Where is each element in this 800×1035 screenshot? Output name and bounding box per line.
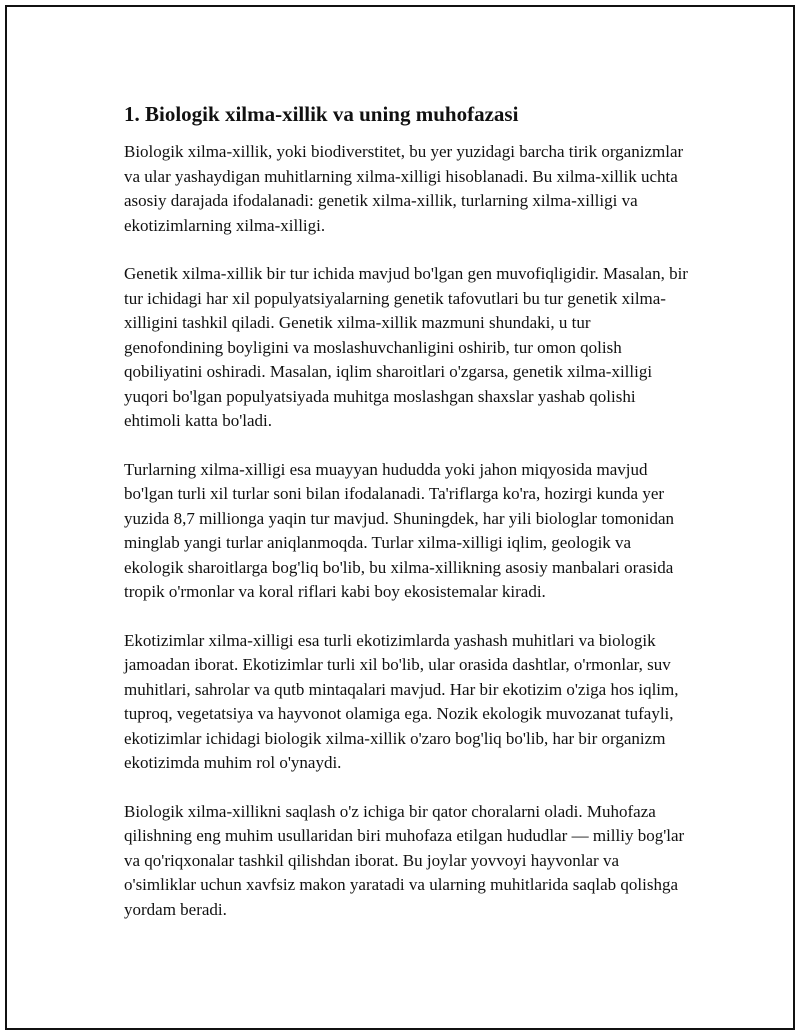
section-title: 1. Biologik xilma-xillik va uning muhofazasi xyxy=(124,102,519,126)
document-body xyxy=(124,100,692,946)
paragraph-conservation: Biologik xilma-xillikni saqlash o'z ichiga bir qator choralarni oladi. Muhofaza qilishning eng muhim usullaridan biri muhofaza etilgan hududlar — milliy bog'lar va qo'riqxonalar tashkil qilishdan iborat. Bu joylar yovvoyi hayvonlar va o'simliklar uchun xavfsiz makon yaratadi va ularning muhitlarida saqlab qolishga yordam beradi. xyxy=(124,801,685,919)
page-frame xyxy=(5,5,795,1030)
paragraph-intro: Biologik xilma-xillik, yoki biodiverstitet, bu yer yuzidagi barcha tirik organizmlar va ular yashaydigan muhitlarning xilma-xilligi hisoblanadi. Bu xilma-xillik uchta asosiy darajada ifodalanadi: genetik xilma-xillik, turlarning xilma-xilligi va ekotizimlarning xilma-xilligi. xyxy=(124,142,684,235)
paragraph-ecosystem-diversity: Ekotizimlar xilma-xilligi esa turli ekotizimlarda yashash muhitlari va biologik jamoadan iborat. Ekotizimlar turli xil bo'lib, ular orasida dashtlar, o'rmonlar, suv muhitlari, sahrolar va qutb mintaqalari mavjud. Har bir ekotizim o'ziga hos iqlim, tuproq, vegetatsiya va hayvonot olamiga ega. Nozik ekologik muvozanat tufayli, ekotizimlar ichidagi biologik xilma-xillik o'zaro bog'liq bo'lib, har bir organizm ekotizimda muhim rol o'ynaydi. xyxy=(124,630,679,772)
paragraph-genetic-diversity: Genetik xilma-xillik bir tur ichida mavjud bo'lgan gen muvofiqligidir. Masalan, bir tur ichidagi har xil populyatsiyalarning genetik tafovutlari bu tur genetik xilma-xilligini tashkil qiladi. Genetik xilma-xillik mazmuni shundaki, u tur genofondining boyligini va moslashuvchanligini oshirib, tur omon qolish qobiliyatini oshiradi. Masalan, iqlim sharoitlari o'zgarsa, genetik xilma-xilligi yuqori bo'lgan populyatsiyada muhitga moslashgan shaxslar yashab qolishi ehtimoli katta bo'ladi. xyxy=(124,264,688,430)
paragraph-species-diversity: Turlarning xilma-xilligi esa muayyan hududda yoki jahon miqyosida mavjud bo'lgan turli xil turlar soni bilan ifodalanadi. Ta'riflarga ko'ra, hozirgi kunda yer yuzida 8,7 millionga yaqin tur mavjud. Shuningdek, har yili biologlar tomonidan minglab yangi turlar aniqlanmoqda. Turlar xilma-xilligi iqlim, geologik va ekologik sharoitlarga bog'liq bo'lib, bu xilma-xillikning asosiy manbalari orasida tropik o'rmonlar va koral riflari kabi boy ekosistemalar kiradi. xyxy=(124,459,675,601)
